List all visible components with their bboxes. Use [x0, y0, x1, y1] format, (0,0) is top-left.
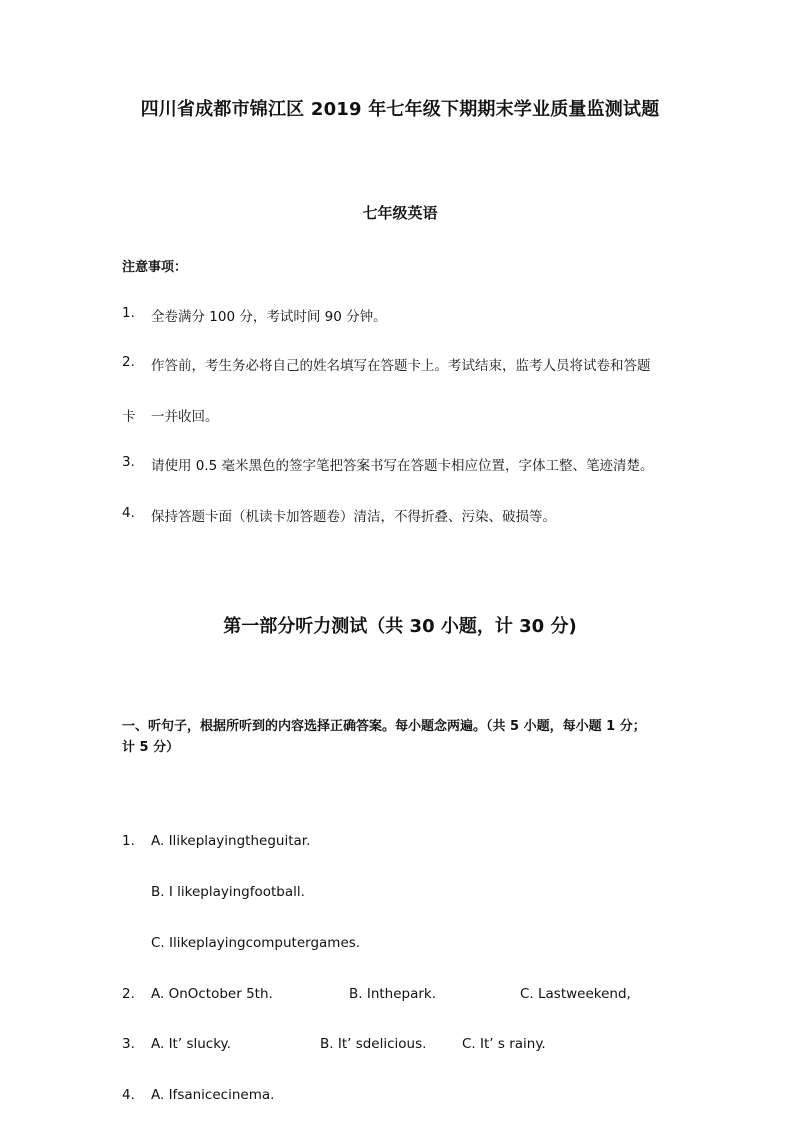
question-option: B. It’ sdelicious. [320, 1036, 427, 1052]
question-option: C. Lastweekend, [520, 986, 631, 1002]
question-option: A. OnOctober 5th. [151, 986, 273, 1002]
note-number: 1. [122, 305, 135, 321]
question-option: A. Ifsanicecinema. [151, 1087, 275, 1103]
question-option: B. Inthepark. [349, 986, 437, 1002]
question-number: 3. [122, 1036, 135, 1052]
question-option: C. It’ s rainy. [462, 1036, 546, 1052]
note-number: 4. [122, 505, 135, 521]
document-subtitle: 七年级英语 [362, 204, 438, 222]
section-heading-line: 计 5 分） [122, 740, 180, 755]
question-option: B. I likeplayingfootball. [151, 884, 305, 900]
question-option: A. It’ slucky. [151, 1036, 231, 1052]
note-continuation: 一并收回。 [151, 409, 219, 425]
note-continuation-prefix: 卡 [122, 409, 136, 425]
note-number: 3. [122, 454, 135, 470]
question-number: 2. [122, 986, 135, 1002]
question-number: 1. [122, 833, 135, 849]
section-heading [122, 716, 692, 758]
document-title: 四川省成都市锦江区 2019 年七年级下期期末学业质量监测试题 [140, 99, 660, 120]
notes-heading: 注意事项： [122, 260, 188, 275]
note-number: 2. [122, 354, 135, 370]
part-title: 第一部分听力测试（共 30 小题，计 30 分) [223, 616, 577, 637]
question-number: 4. [122, 1087, 135, 1103]
note-text: 请使用 0.5 毫米黑色的签字笔把答案书写在答题卡相应位置，字体工整、笔迹清楚。 [151, 458, 654, 474]
note-text: 保持答题卡面（机读卡加答题卷）清洁，不得折叠、污染、破损等。 [151, 509, 556, 525]
section-heading-line: 一、听句子，根据所听到的内容选择正确答案。每小题念两遍。（共 5 小题，每小题 1 分； [122, 719, 646, 734]
note-text: 作答前，考生务必将自己的姓名填写在答题卡上。考试结束，监考人员将试卷和答题 [151, 358, 651, 374]
question-option: A. Ilikeplayingtheguitar. [151, 833, 311, 849]
question-option: C. Ilikeplayingcomputergames. [151, 935, 361, 951]
note-text: 全卷满分 100 分，考试时间 90 分钟。 [151, 309, 387, 325]
